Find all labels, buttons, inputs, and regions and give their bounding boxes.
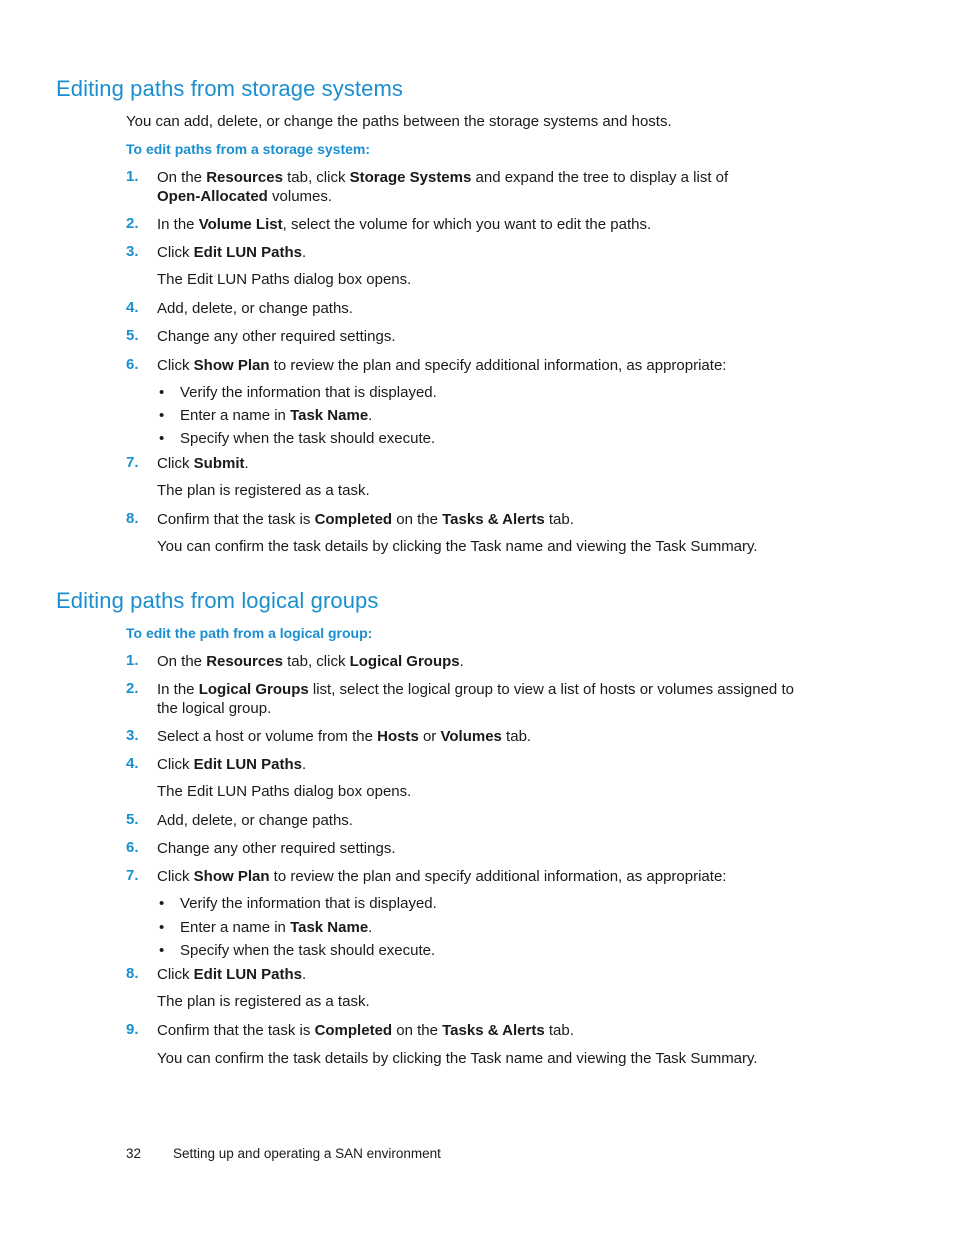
- step-number: 7.: [126, 454, 139, 471]
- step-number: 6.: [126, 839, 139, 856]
- step-number: 3.: [126, 243, 139, 260]
- bullet-marker: •: [159, 407, 165, 424]
- step-text-continuation: the logical group.: [157, 700, 272, 717]
- step-text: Click Edit LUN Paths.: [157, 244, 307, 261]
- step-text: Change any other required settings.: [157, 328, 396, 345]
- step-text: Add, delete, or change paths.: [157, 300, 353, 317]
- step-text: Select a host or volume from the Hosts or Volumes tab.: [157, 728, 532, 745]
- step-number: 8.: [126, 965, 139, 982]
- step-number: 3.: [126, 727, 139, 744]
- step-text-continuation: Open-Allocated volumes.: [157, 188, 333, 205]
- step-text: In the Logical Groups list, select the logical group to view a list of hosts or volumes assigned to: [157, 681, 794, 698]
- bullet-item: Specify when the task should execute.: [180, 430, 436, 447]
- footer-text: Setting up and operating a SAN environment: [173, 1146, 441, 1161]
- step-result: The Edit LUN Paths dialog box opens.: [157, 271, 412, 288]
- bullet-item: Enter a name in Task Name.: [180, 407, 373, 424]
- step-number: 8.: [126, 510, 139, 527]
- step-text: Confirm that the task is Completed on the Tasks & Alerts tab.: [157, 1022, 574, 1039]
- step-text: Click Edit LUN Paths.: [157, 966, 307, 983]
- step-text: Click Show Plan to review the plan and specify additional information, as appropriate:: [157, 357, 727, 374]
- step-number: 2.: [126, 215, 139, 232]
- step-text: On the Resources tab, click Logical Groups.: [157, 653, 464, 670]
- step-number: 7.: [126, 867, 139, 884]
- bullet-item: Verify the information that is displayed.: [180, 895, 437, 912]
- section-heading-storage-systems: Editing paths from storage systems: [56, 76, 403, 101]
- step-number: 5.: [126, 811, 139, 828]
- step-number: 9.: [126, 1021, 139, 1038]
- step-text: In the Volume List, select the volume for which you want to edit the paths.: [157, 216, 652, 233]
- step-number: 4.: [126, 755, 139, 772]
- step-number: 6.: [126, 356, 139, 373]
- step-number: 1.: [126, 652, 139, 669]
- step-number: 4.: [126, 299, 139, 316]
- step-text: Change any other required settings.: [157, 840, 396, 857]
- step-result: You can confirm the task details by clicking the Task name and viewing the Task Summary.: [157, 1050, 758, 1067]
- step-result: The plan is registered as a task.: [157, 993, 370, 1010]
- section-intro: You can add, delete, or change the paths between the storage systems and hosts.: [126, 113, 672, 130]
- step-result: The plan is registered as a task.: [157, 482, 370, 499]
- step-text: Confirm that the task is Completed on the Tasks & Alerts tab.: [157, 511, 574, 528]
- step-text: Click Edit LUN Paths.: [157, 756, 307, 773]
- step-text: Click Show Plan to review the plan and specify additional information, as appropriate:: [157, 868, 727, 885]
- step-number: 2.: [126, 680, 139, 697]
- step-number: 5.: [126, 327, 139, 344]
- bullet-marker: •: [159, 895, 165, 912]
- procedure-title: To edit the path from a logical group:: [126, 625, 373, 641]
- step-text: Click Submit.: [157, 455, 249, 472]
- page-number: 32: [126, 1146, 142, 1161]
- bullet-item: Specify when the task should execute.: [180, 942, 436, 959]
- section-heading-logical-groups: Editing paths from logical groups: [56, 588, 379, 613]
- step-text: Add, delete, or change paths.: [157, 812, 353, 829]
- bullet-item: Verify the information that is displayed.: [180, 384, 437, 401]
- bullet-marker: •: [159, 919, 165, 936]
- bullet-marker: •: [159, 430, 165, 447]
- step-result: You can confirm the task details by clicking the Task name and viewing the Task Summary.: [157, 538, 758, 555]
- bullet-marker: •: [159, 384, 165, 401]
- bullet-item: Enter a name in Task Name.: [180, 919, 373, 936]
- procedure-title: To edit paths from a storage system:: [126, 141, 371, 157]
- step-number: 1.: [126, 168, 139, 185]
- bullet-marker: •: [159, 942, 165, 959]
- step-result: The Edit LUN Paths dialog box opens.: [157, 783, 412, 800]
- step-text: On the Resources tab, click Storage Systems and expand the tree to display a list of: [157, 169, 729, 186]
